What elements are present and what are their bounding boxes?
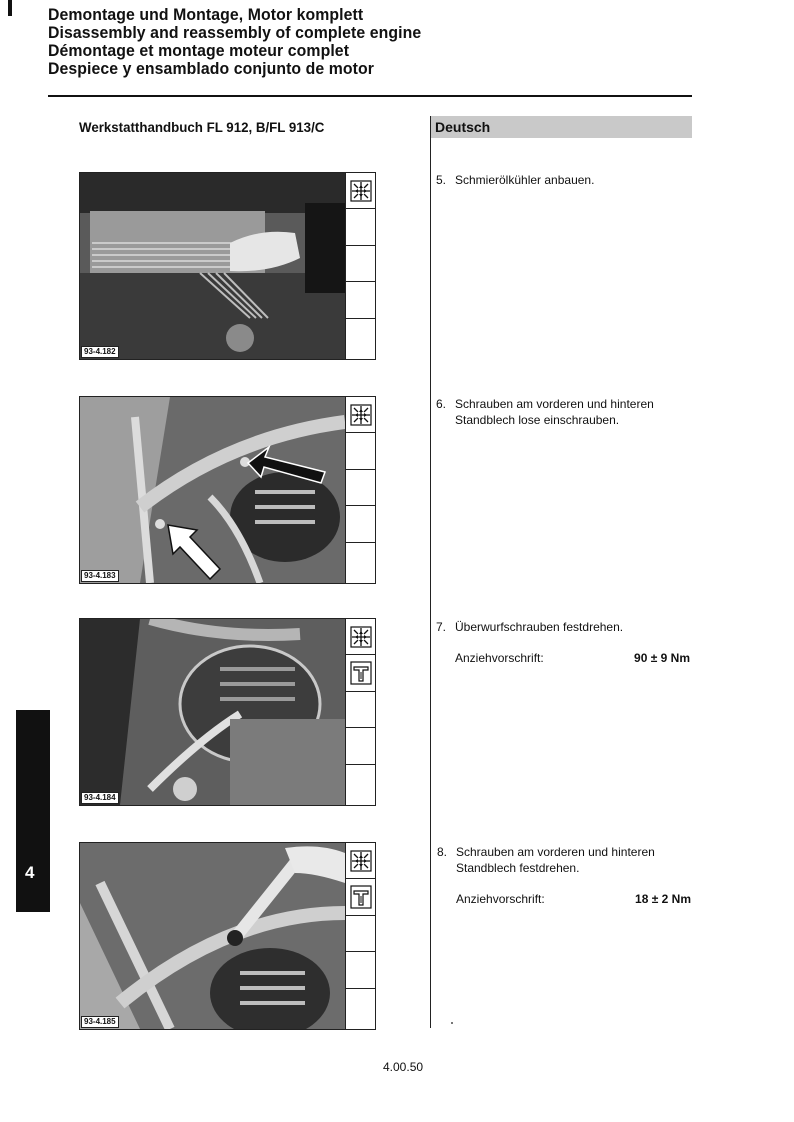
- figure-2: [79, 396, 376, 584]
- language-tab: [430, 116, 692, 138]
- chapter-number: 4: [25, 863, 35, 882]
- title-german: Demontage und Montage, Motor komplett: [48, 5, 364, 24]
- assembly-symbol-icon: [346, 843, 376, 879]
- step-number: 7.: [436, 620, 447, 634]
- figure-4: [79, 842, 376, 1030]
- torque-wrench-icon: [346, 879, 376, 915]
- figure-1-label: 93-4.182: [81, 346, 119, 358]
- manual-subtitle: Werkstatthandbuch FL 912, B/FL 913/C: [79, 119, 325, 135]
- step-text: Schrauben am vorderen und hinteren Standblech lose einschrauben.: [455, 397, 654, 427]
- page-number: 4.00.50: [383, 1060, 424, 1074]
- figure-2-label: 93-4.183: [81, 570, 119, 582]
- figure-3-label: 93-4.184: [81, 792, 119, 804]
- assembly-symbol-icon: [346, 619, 376, 655]
- step-text: Schmierölkühler anbauen.: [455, 173, 595, 187]
- torque-label: Anziehvorschrift:: [456, 892, 545, 906]
- torque-label: Anziehvorschrift:: [455, 651, 544, 665]
- torque-value: 18 ± 2 Nm: [635, 892, 691, 906]
- column-divider: [430, 116, 431, 1028]
- title-french: Démontage et montage moteur complet: [48, 41, 350, 60]
- step-number: 6.: [436, 397, 447, 411]
- figure-4-icon-column: [345, 843, 376, 1029]
- title-spanish: Despiece y ensamblado conjunto de motor: [48, 59, 375, 78]
- step-text: Schrauben am vorderen und hinteren Standblech festdrehen.: [456, 845, 655, 875]
- page-header: [48, 6, 449, 78]
- torque-value: 90 ± 9 Nm: [634, 651, 690, 665]
- step-number: 8.: [437, 845, 448, 859]
- step-text: Überwurfschrauben festdrehen.: [455, 620, 624, 634]
- figure-2-icon-column: [345, 397, 376, 583]
- header-divider: [48, 95, 692, 97]
- language-tab-label: Deutsch: [435, 119, 491, 135]
- figure-3: [79, 618, 376, 806]
- figure-4-label: 93-4.185: [81, 1016, 119, 1028]
- figure-1-photo: [80, 173, 345, 359]
- page-corner-mark: [8, 0, 12, 16]
- assembly-symbol-icon: [346, 173, 376, 209]
- figure-1: [79, 172, 376, 360]
- figure-1-icon-column: [345, 173, 376, 359]
- figure-3-icon-column: [345, 619, 376, 805]
- title-english: Disassembly and reassembly of complete engine: [48, 23, 422, 42]
- figure-3-photo: [80, 619, 345, 805]
- scan-speck: [451, 1022, 453, 1024]
- figure-4-photo: [80, 843, 345, 1029]
- assembly-symbol-icon: [346, 397, 376, 433]
- torque-wrench-icon: [346, 655, 376, 691]
- step-number: 5.: [436, 173, 447, 187]
- figure-2-photo: [80, 397, 345, 583]
- chapter-side-tab: [16, 710, 50, 912]
